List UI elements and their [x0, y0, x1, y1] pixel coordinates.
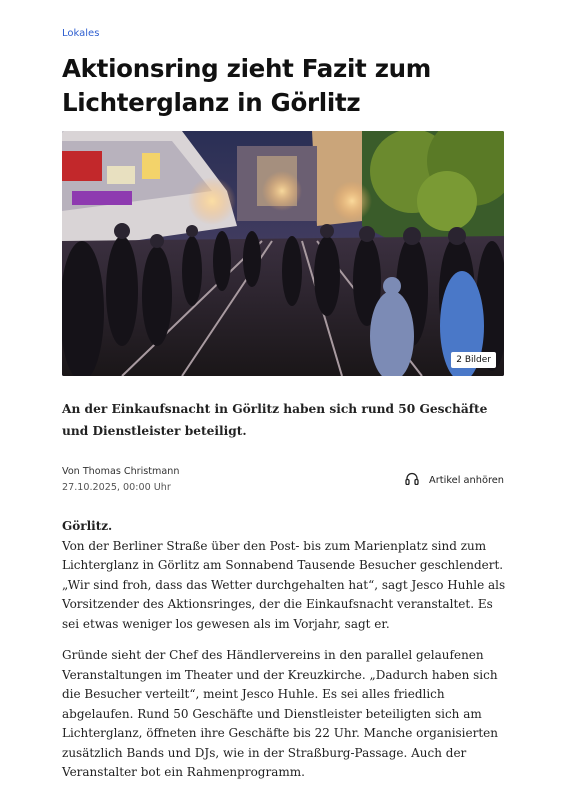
publish-date: 27.10.2025, 00:00 Uhr: [62, 482, 171, 493]
listen-label: Artikel anhören: [429, 474, 504, 486]
image-count-badge[interactable]: 2 Bilder: [451, 352, 496, 368]
listen-button[interactable]: [405, 472, 504, 488]
photo-illustration: [62, 131, 504, 376]
article-photo[interactable]: [62, 131, 504, 376]
article-teaser: An der Einkaufsnacht in Görlitz haben sich rund 50 Geschäfte und Dienstleister beteiligt.: [62, 402, 488, 438]
article-headline: Aktionsring zieht Fazit zum Lichterglanz in Görlitz: [62, 54, 432, 117]
body-paragraph-2: Gründe sieht der Chef des Händlervereins in den parallel gelaufenen Veranstaltungen im Theater und der Kreuzkirche. „Dadurch haben sich die Besucher verteilt“, meint Jesco Huhle. Es sei alles friedlich abgelaufen. Rund 50 Geschäfte und Dienstleister beteiligten sich am Lichterglanz, öffneten ihre Geschäfte bis 22 Uhr. Manche organisierten zusätzlich Bands und DJs, wie in der Straßburg-Passage. Auch der Veranstalter bot ein Rahmenprogramm.: [62, 648, 499, 779]
author-byline: Von Thomas Christmann: [62, 466, 180, 477]
dateline: Görlitz.: [62, 519, 113, 533]
category-link[interactable]: Lokales: [62, 28, 100, 39]
paragraph-1-text: Von der Berliner Straße über den Post- bis zum Marienplatz sind zum Lichterglanz in Görlitz am Sonnabend Tausende Besucher geschlendert. „Wir sind froh, dass das Wetter durchgehalten hat“, sagt Jesco Huhle als Vorsitzender des Aktionsringes, der die Einkaufsnacht veranstaltet. Es sei etwas weniger los gewesen als im Vorjahr, sagt er.: [62, 538, 506, 631]
headphones-icon: [405, 472, 419, 488]
article-body: [62, 517, 510, 795]
body-paragraph-1: [62, 517, 510, 634]
